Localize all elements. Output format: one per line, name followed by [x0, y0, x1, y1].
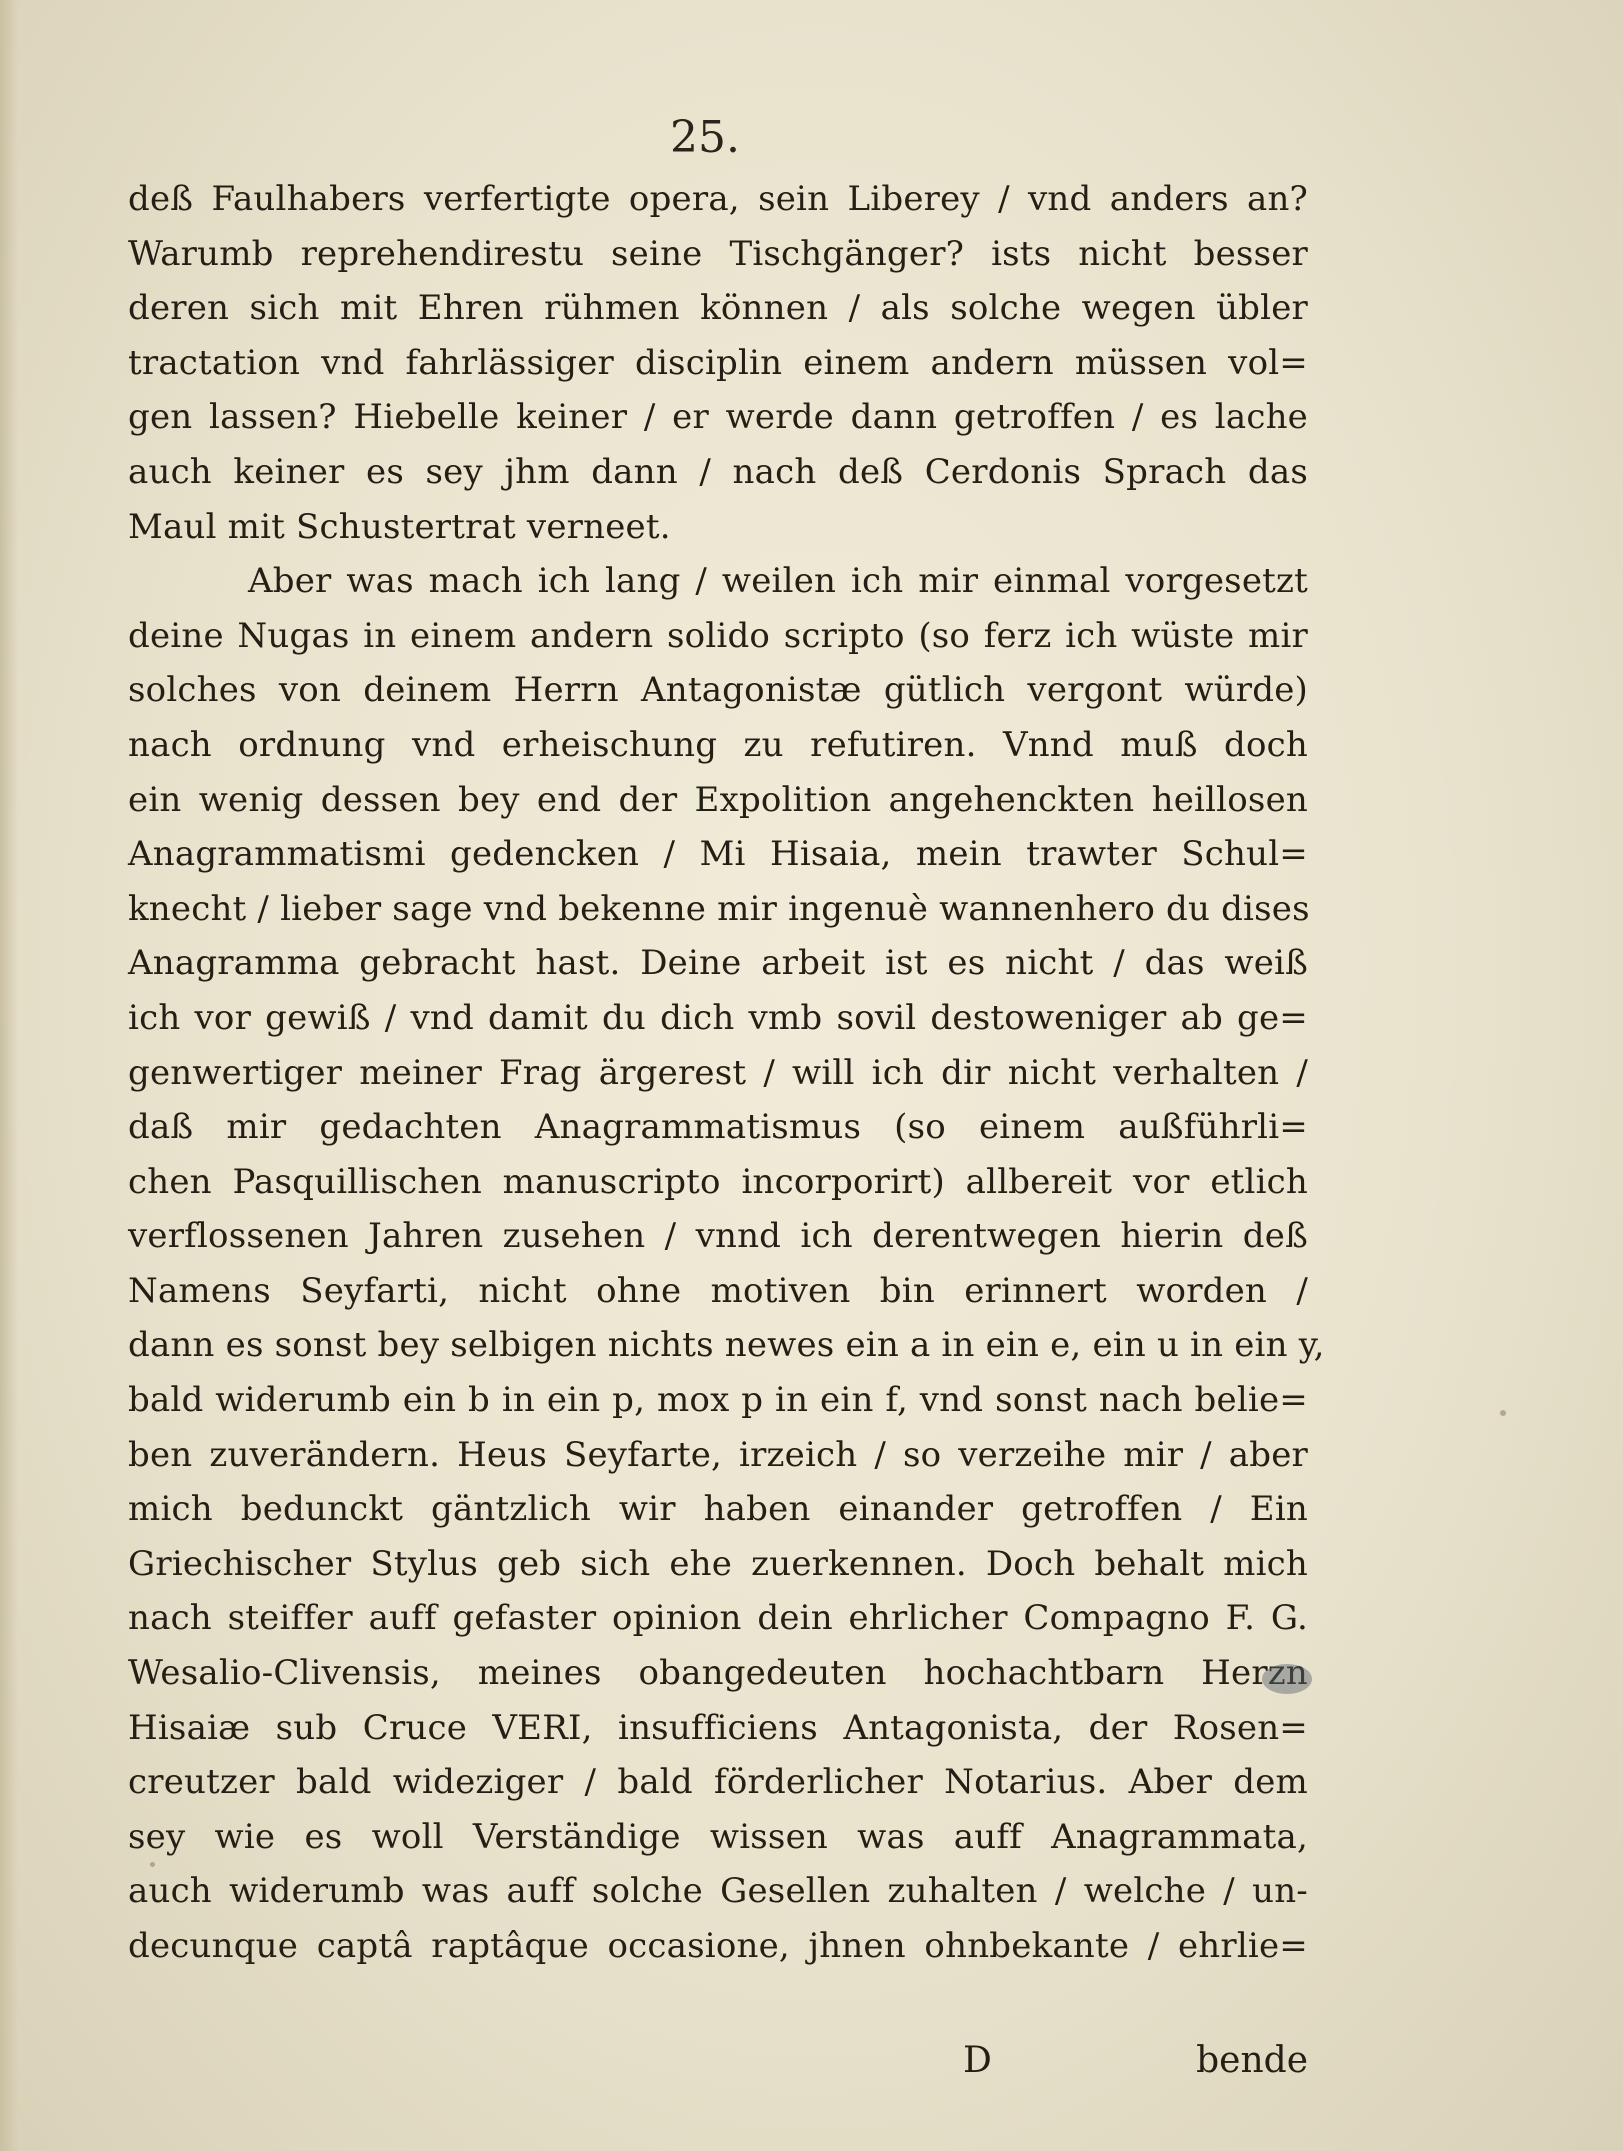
text-line: dann es sonst bey selbigen nichts newes ein a in ein e, ein u in ein y, [128, 1325, 1325, 1366]
ink-smudge [1262, 1664, 1312, 1694]
text-line: daß mir gedachten Anagrammatismus (so einem außführli= [128, 1107, 1308, 1148]
text-line: Warumb reprehendirestu seine Tischgänger? ists nicht besser [128, 233, 1308, 274]
text-line: nach ordnung vnd erheischung zu refutiren. Vnnd muß doch [128, 724, 1308, 765]
text-line: Aber was mach ich lang / weilen ich mir einmal vorgesetzt [248, 561, 1308, 602]
text-line: Anagramma gebracht hast. Deine arbeit ist es nicht / das weiß [128, 943, 1308, 984]
signature-mark: D [963, 2040, 992, 2081]
body-text [128, 172, 1325, 1974]
text-line: tractation vnd fahrlässiger disciplin einem andern müssen vol= [128, 342, 1308, 383]
text-line: Maul mit Schustertrat verneet. [128, 506, 671, 547]
text-line: Namens Seyfarti, nicht ohne motiven bin erinnert worden / [128, 1270, 1308, 1311]
text-line: auch widerumb was auff solche Gesellen zuhalten / welche / un- [128, 1871, 1308, 1912]
text-line: Wesalio-Clivensis, meines obangedeuten hochachtbarn Herzn [128, 1653, 1308, 1694]
text-line: auch keiner es sey jhm dann / nach deß Cerdonis Sprach das [128, 451, 1308, 492]
text-line: Hisaiæ sub Cruce VERI, insufficiens Antagonista, der Rosen= [128, 1707, 1308, 1748]
text-line: gen lassen? Hiebelle keiner / er werde dann getroffen / es lache [128, 397, 1308, 438]
text-line: nach steiffer auff gefaster opinion dein ehrlicher Compagno F. G. [128, 1598, 1308, 1639]
text-line: verflossenen Jahren zusehen / vnnd ich derentwegen hierin deß [128, 1216, 1308, 1257]
text-line: ein wenig dessen bey end der Expolition angehenckten heillosen [128, 779, 1308, 820]
text-line: bald widerumb ein b in ein p, mox p in ein f, vnd sonst nach belie= [128, 1380, 1308, 1421]
text-line: deren sich mit Ehren rühmen können / als solche wegen übler [128, 288, 1308, 329]
text-line: sey wie es woll Verständige wissen was auff Anagrammata, [128, 1816, 1308, 1857]
text-line: ben zuverändern. Heus Seyfarte, irzeich / so verzeihe mir / aber [128, 1434, 1308, 1475]
catchword: bende [1196, 2040, 1308, 2081]
page-footer [128, 2040, 1308, 2100]
text-line: deß Faulhabers verfertigte opera, sein Liberey / vnd anders an? [128, 179, 1308, 219]
text-line: chen Pasquillischen manuscripto incorporirt) allbereit vor etlich [128, 1161, 1308, 1202]
text-line: knecht / lieber sage vnd bekenne mir ingenuè wannenhero du dises [128, 888, 1310, 929]
text-line: ich vor gewiß / vnd damit du dich vmb sovil destoweniger ab ge= [128, 997, 1308, 1038]
text-line: creutzer bald wideziger / bald förderlicher Notarius. Aber dem [128, 1762, 1308, 1803]
text-line: genwertiger meiner Frag ärgerest / will ich dir nicht verhalten / [128, 1052, 1308, 1093]
paper-speck [1500, 1410, 1506, 1416]
text-line: deine Nugas in einem andern solido scripto (so ferz ich wüste mir [128, 615, 1308, 656]
page-number: 25. [670, 112, 740, 163]
text-line: Griechischer Stylus geb sich ehe zuerkennen. Doch behalt mich [128, 1543, 1308, 1584]
text-line: mich bedunckt gäntzlich wir haben einander getroffen / Ein [128, 1489, 1308, 1530]
text-line: Anagrammatismi gedencken / Mi Hisaia, mein trawter Schul= [128, 834, 1308, 875]
text-line: decunque captâ raptâque occasione, jhnen ohnbekante / ehrlie= [128, 1926, 1308, 1966]
text-line: solches von deinem Herrn Antagonistæ gütlich vergont würde) [128, 670, 1308, 711]
